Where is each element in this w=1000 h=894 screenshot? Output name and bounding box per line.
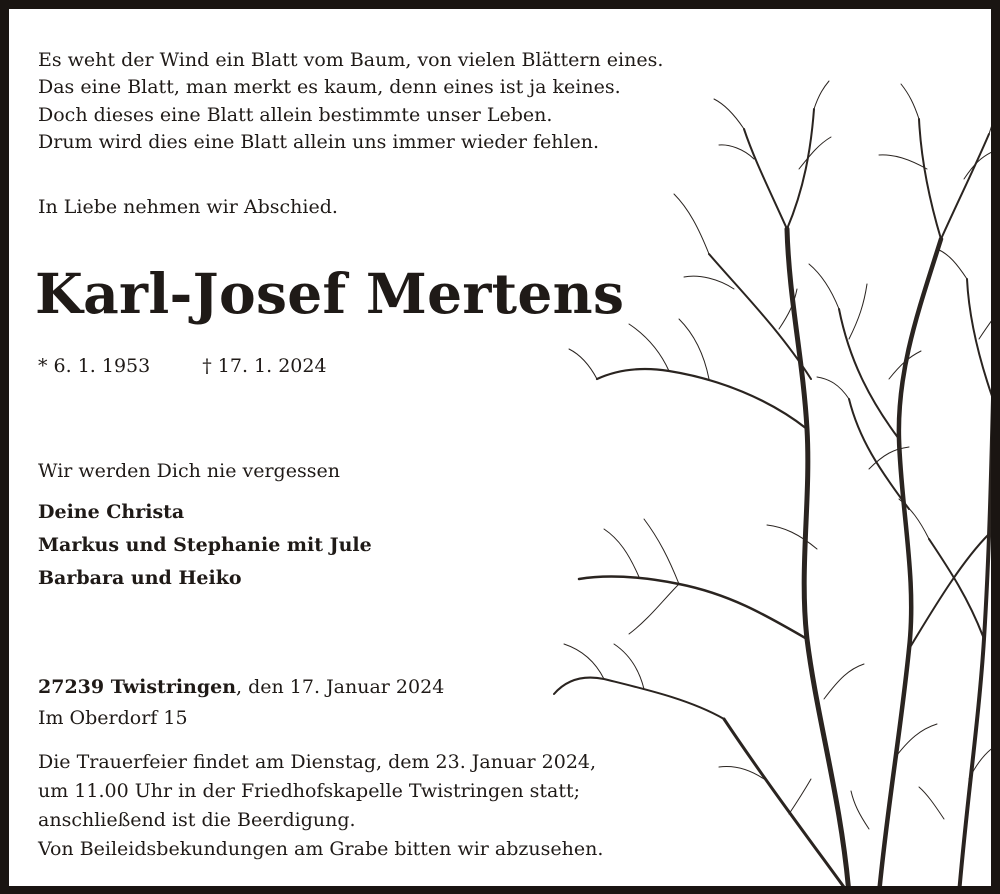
city: 27239 Twistringen — [38, 676, 237, 698]
farewell-line: In Liebe nehmen wir Abschied. — [38, 196, 338, 218]
notice-date: , den 17. Januar 2024 — [236, 676, 445, 698]
service-line: anschließend ist die Beerdigung. — [38, 809, 356, 831]
mourner: Markus und Stephanie mit Jule — [38, 534, 372, 556]
place-and-date — [38, 674, 444, 701]
birth-date: * 6. 1. 1953 — [38, 355, 151, 377]
service-info — [38, 749, 603, 865]
bare-tree-illustration — [549, 79, 1000, 894]
poem-line: Doch dieses eine Blatt allein bestimmte unser Leben. — [38, 103, 553, 126]
service-line: Die Trauerfeier findet am Dienstag, dem 23. Januar 2024, — [38, 751, 597, 773]
mourners-list — [38, 499, 372, 598]
poem-line: Drum wird dies eine Blatt allein uns immer wieder fehlen. — [38, 130, 600, 153]
deceased-name: Karl-Josef Mertens — [35, 261, 625, 326]
death-date: † 17. 1. 2024 — [202, 355, 327, 377]
life-dates — [38, 353, 327, 380]
poem-line: Das eine Blatt, man merkt es kaum, denn eines ist ja keines. — [38, 76, 621, 99]
street-address: Im Oberdorf 15 — [38, 707, 188, 729]
remembrance-line: Wir werden Dich nie vergessen — [38, 460, 340, 482]
poem — [38, 47, 663, 156]
mourner: Deine Christa — [38, 501, 185, 523]
mourner: Barbara und Heiko — [38, 567, 242, 589]
service-line: um 11.00 Uhr in der Friedhofskapelle Twistringen statt; — [38, 780, 581, 802]
poem-line: Es weht der Wind ein Blatt vom Baum, von vielen Blättern eines. — [38, 49, 664, 71]
service-line: Von Beileidsbekundungen am Grabe bitten wir abzusehen. — [38, 838, 604, 860]
